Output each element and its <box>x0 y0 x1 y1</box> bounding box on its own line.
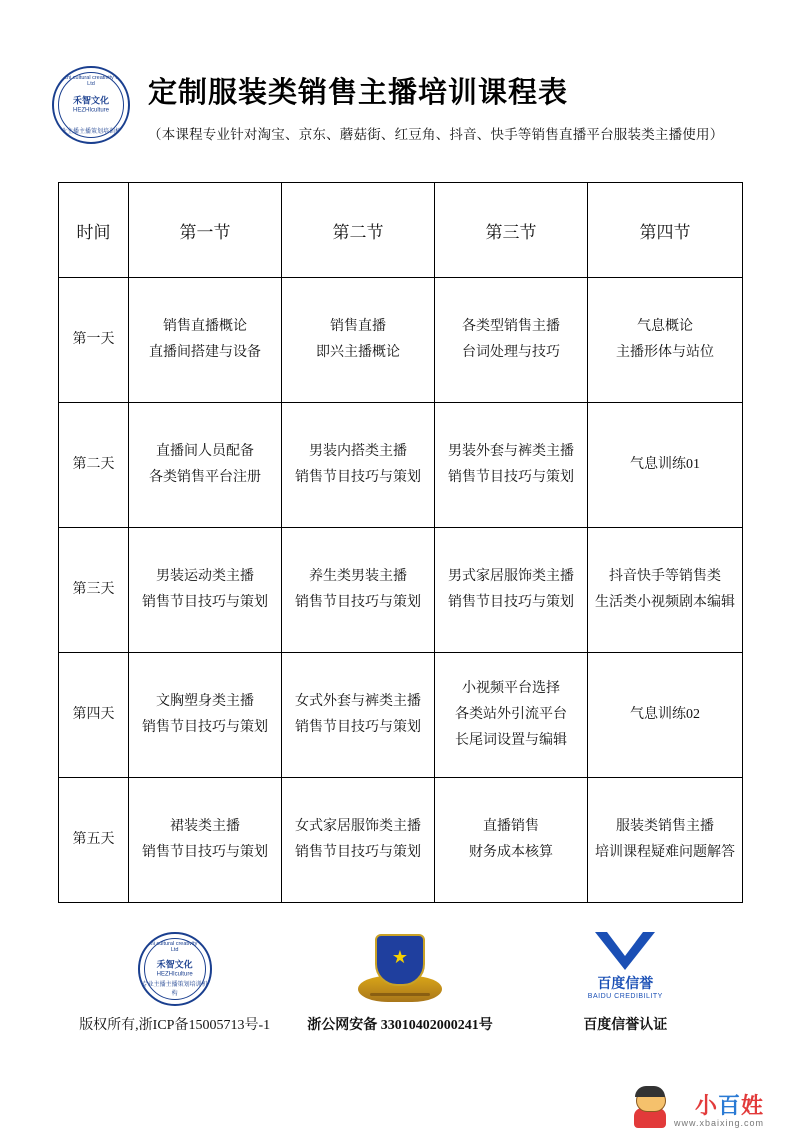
session-cell <box>129 778 282 903</box>
seal-cn-name: 禾智文化 <box>72 95 109 106</box>
cell-line: 气息训练01 <box>630 457 700 472</box>
company-seal-icon <box>52 66 130 144</box>
session-cell <box>282 528 435 653</box>
cell-line: 销售节目技巧与策划 <box>142 720 268 735</box>
table-row <box>59 278 743 403</box>
page-subtitle: （本课程专业针对淘宝、京东、蘑菇街、红豆角、抖音、快手等销售直播平台服装类主播使用） <box>148 127 724 142</box>
cell-line: 抖音快手等销售类 <box>609 569 721 584</box>
table-header-cell: 第二节 <box>282 183 435 278</box>
watermark-url: www.xbaixing.com <box>673 1118 764 1128</box>
gov-emblem-icon <box>358 932 442 1006</box>
cell-line: 销售节目技巧与策划 <box>448 595 574 610</box>
cell-line: 气息概论 <box>637 319 693 334</box>
day-label-cell: 第二天 <box>59 403 129 528</box>
cell-line: 各类销售平台注册 <box>149 470 261 485</box>
cell-line: 财务成本核算 <box>469 845 553 860</box>
table-header-cell: 第四节 <box>588 183 743 278</box>
session-cell <box>282 778 435 903</box>
cell-line: 各类型销售主播 <box>462 319 560 334</box>
session-cell <box>282 278 435 403</box>
company-seal-icon <box>138 932 212 1006</box>
cell-line: 销售节目技巧与策划 <box>295 720 421 735</box>
mascot-icon <box>632 1088 668 1128</box>
cell-line: 女式外套与裤类主播 <box>295 694 421 709</box>
seal-center <box>140 960 210 979</box>
session-cell <box>129 528 282 653</box>
cell-line: 销售节目技巧与策划 <box>295 595 421 610</box>
session-cell <box>588 278 743 403</box>
badge-icon-wrap <box>287 930 512 1008</box>
cell-line: 男式家居服饰类主播 <box>448 569 574 584</box>
cell-line: 培训课程疑难问题解答 <box>595 845 735 860</box>
table-body <box>59 278 743 903</box>
cell-line: 直播销售 <box>483 819 539 834</box>
table-header-cell: 第一节 <box>129 183 282 278</box>
cell-line: 裙装类主播 <box>170 819 240 834</box>
emblem-shield <box>375 934 425 986</box>
table-row <box>59 778 743 903</box>
schedule-table <box>58 182 743 903</box>
seal-arc-top: HeZhi cultural creativity Co., Ltd <box>140 941 210 953</box>
table-header-cell: 第三节 <box>435 183 588 278</box>
watermark-char-1: 小 <box>694 1093 718 1118</box>
seal-arc-bottom: 专业主播主播策划培训机构 <box>141 982 208 997</box>
cell-line: 气息训练02 <box>630 707 700 722</box>
document-footer <box>0 930 800 1070</box>
cell-line: 小视频平台选择 <box>462 681 560 696</box>
document-header <box>52 0 800 144</box>
cell-line: 女式家居服饰类主播 <box>295 819 421 834</box>
cell-line: 销售节目技巧与策划 <box>295 470 421 485</box>
table-header-cell: 时间 <box>59 183 129 278</box>
page-title: 定制服装类销售主播培训课程表 <box>148 77 569 109</box>
cell-line: 男装外套与裤类主播 <box>448 444 574 459</box>
footer-badges <box>0 930 800 1034</box>
site-watermark <box>632 1088 764 1128</box>
session-cell <box>129 653 282 778</box>
cell-line: 销售节目技巧与策划 <box>142 595 268 610</box>
baidu-mark-sub: BAIDU CREDIBILITY <box>587 993 663 1000</box>
session-cell <box>435 528 588 653</box>
cell-line: 长尾词设置与编辑 <box>455 733 567 748</box>
day-label-cell: 第一天 <box>59 278 129 403</box>
schedule-table-container <box>58 182 742 903</box>
day-label-cell: 第三天 <box>59 528 129 653</box>
cell-line: 台词处理与技巧 <box>462 345 560 360</box>
seal-cn-name: 禾智文化 <box>156 959 193 970</box>
seal-arc-bottom: 专业主播主播策划培训机构 <box>54 129 127 135</box>
table-row <box>59 653 743 778</box>
cell-line: 销售节目技巧与策划 <box>142 845 268 860</box>
mascot-hair <box>635 1086 665 1097</box>
cell-line: 养生类男装主播 <box>309 569 407 584</box>
cell-line: 直播间人员配备 <box>156 444 254 459</box>
table-row <box>59 403 743 528</box>
baidu-credibility-icon <box>570 932 680 1006</box>
watermark-text-block <box>674 1094 764 1128</box>
day-label-cell: 第四天 <box>59 653 129 778</box>
cell-line: 销售节目技巧与策划 <box>295 845 421 860</box>
watermark-char-2: 百 <box>717 1093 741 1118</box>
session-cell <box>435 778 588 903</box>
table-header-row <box>59 183 743 278</box>
cell-line: 销售直播 <box>330 319 386 334</box>
cell-line: 销售直播概论 <box>163 319 247 334</box>
gov-record-text: 浙公网安备 33010402000241号 <box>307 1018 493 1033</box>
icp-badge <box>62 930 287 1034</box>
session-cell <box>588 653 743 778</box>
seal-arc-top: HeZhi cultural creativity Co., Ltd <box>56 75 126 87</box>
baidu-v-shape <box>595 932 655 970</box>
cell-line: 生活类小视频剧本编辑 <box>595 595 735 610</box>
baidu-credibility-text: 百度信誉认证 <box>583 1018 668 1033</box>
baidu-mark-text: 百度信誉 <box>597 975 654 991</box>
session-cell <box>588 528 743 653</box>
cell-line: 即兴主播概论 <box>316 345 400 360</box>
session-cell <box>435 278 588 403</box>
cell-line: 男装内搭类主播 <box>309 444 407 459</box>
seal-en-name: HEZHIculture <box>156 971 193 978</box>
session-cell <box>282 653 435 778</box>
session-cell <box>588 403 743 528</box>
table-row <box>59 528 743 653</box>
table-head <box>59 183 743 278</box>
session-cell <box>129 403 282 528</box>
emblem-star-icon: ★ <box>391 947 409 967</box>
header-text-block <box>148 60 723 143</box>
emblem-wing-line <box>370 993 430 996</box>
cell-line: 主播形体与站位 <box>616 345 714 360</box>
company-logo <box>52 66 130 144</box>
badge-icon-wrap <box>62 930 287 1008</box>
cell-line: 销售节目技巧与策划 <box>448 470 574 485</box>
cell-line: 直播间搭建与设备 <box>149 345 261 360</box>
baidu-v-inner <box>607 932 643 956</box>
seal-center <box>54 96 128 115</box>
watermark-char-3: 姓 <box>740 1093 764 1118</box>
watermark-title <box>674 1094 764 1118</box>
session-cell <box>588 778 743 903</box>
cell-line: 男装运动类主播 <box>156 569 254 584</box>
seal-en-name: HEZHIculture <box>72 107 109 114</box>
icp-license-text: 版权所有,浙ICP备15005713号-1 <box>79 1018 271 1033</box>
cell-line: 服装类销售主播 <box>616 819 714 834</box>
session-cell <box>435 653 588 778</box>
day-label-cell: 第五天 <box>59 778 129 903</box>
cell-line: 文胸塑身类主播 <box>156 694 254 709</box>
session-cell <box>129 278 282 403</box>
cell-line: 各类站外引流平台 <box>455 707 567 722</box>
gov-record-badge[interactable] <box>287 930 512 1034</box>
baidu-credibility-badge[interactable] <box>513 930 738 1034</box>
badge-icon-wrap <box>513 930 738 1008</box>
session-cell <box>282 403 435 528</box>
session-cell <box>435 403 588 528</box>
